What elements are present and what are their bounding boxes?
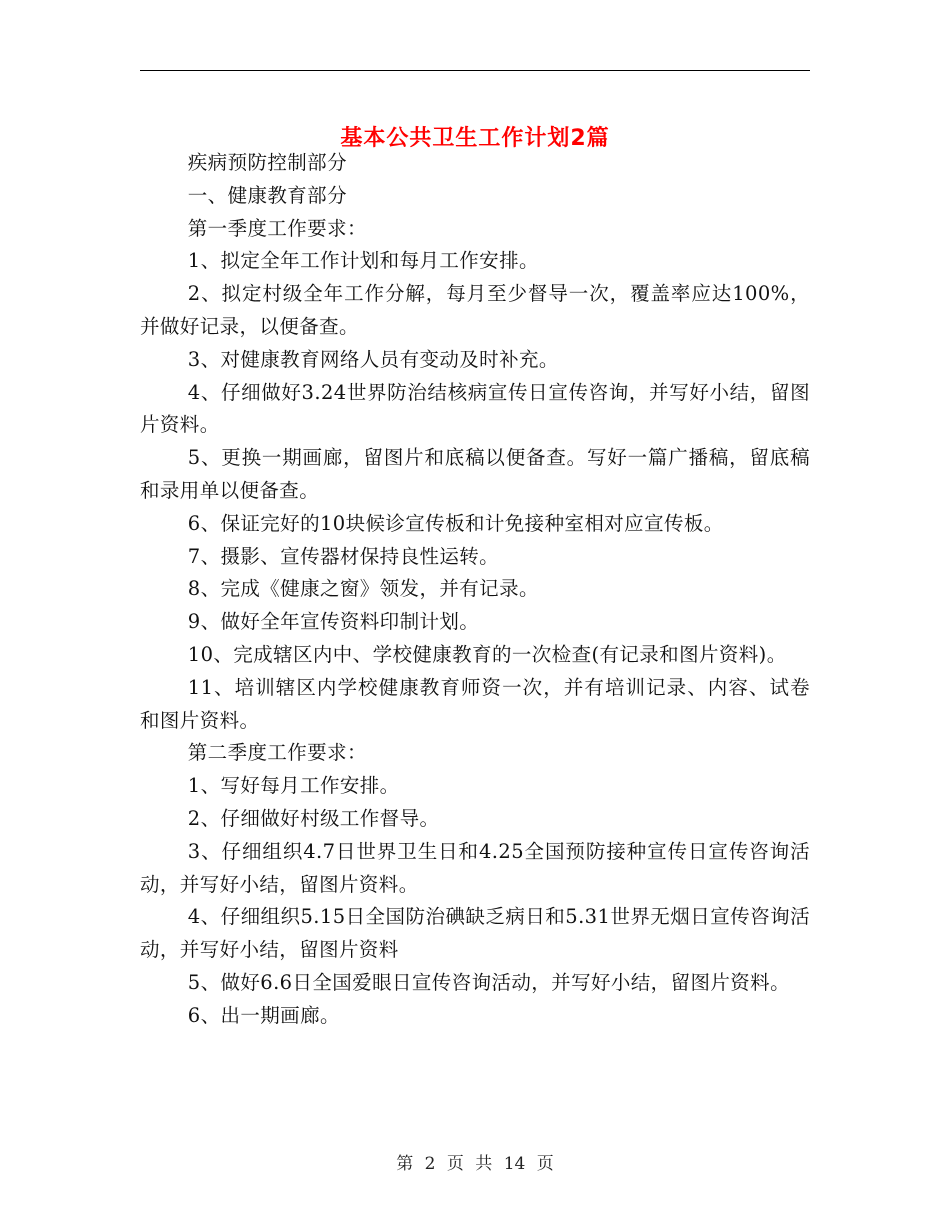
paragraph-q1-item-2: 2、拟定村级全年工作分解，每月至少督导一次，覆盖率应达100%，并做好记录，以便备查。 (140, 282, 810, 338)
paragraph-q2-item-1: 1、写好每月工作安排。 (187, 774, 400, 798)
paragraph-q1-heading: 第一季度工作要求： (187, 216, 367, 240)
paragraph-q2-item-4: 4、仔细组织5.15日全国防治碘缺乏病日和5.31世界无烟日宣传咨询活动，并写好小结，留图片资料 (140, 905, 810, 962)
paragraph-q1-item-9: 9、做好全年宣传资料印制计划。 (187, 610, 480, 634)
paragraph-q1-item-7: 7、摄影、宣传器材保持良性运转。 (187, 544, 500, 568)
header-rule (140, 70, 810, 71)
paragraph-q1-item-1: 1、拟定全年工作计划和每月工作安排。 (187, 249, 539, 273)
paragraph-q2-item-5: 5、做好6.6日全国爱眼日宣传咨询活动，并写好小结，留图片资料。 (187, 970, 790, 994)
paragraph-q2-item-3: 3、仔细组织4.7日世界卫生日和4.25全国预防接种宣传日宣传咨询活动，并写好小结，留图片资料。 (140, 839, 810, 896)
paragraph-part-heading: 一、健康教育部分 (187, 183, 347, 207)
paragraph-q1-item-8: 8、完成《健康之窗》领发，并有记录。 (187, 577, 539, 601)
paragraph-q1-item-6: 6、保证完好的10块候诊宣传板和计免接种室相对应宣传板。 (187, 511, 724, 535)
document-title: 基本公共卫生工作计划2篇 (340, 125, 610, 151)
paragraph-q1-item-11: 11、培训辖区内学校健康教育师资一次，并有培训记录、内容、试卷和图片资料。 (140, 675, 810, 732)
page-number-footer: 第 2 页 共 14 页 (396, 1154, 554, 1174)
paragraph-q1-item-5: 5、更换一期画廊，留图片和底稿以便备查。写好一篇广播稿，留底稿和录用单以便备查。 (140, 446, 810, 502)
paragraph-q1-item-4: 4、仔细做好3.24世界防治结核病宣传日宣传咨询，并写好小结，留图片资料。 (140, 380, 810, 437)
paragraph-q2-item-6: 6、出一期画廊。 (187, 1003, 340, 1027)
paragraph-section-heading: 疾病预防控制部分 (187, 151, 347, 174)
paragraph-q2-heading: 第二季度工作要求： (187, 741, 367, 765)
paragraph-q1-item-3: 3、对健康教育网络人员有变动及时补充。 (187, 347, 559, 371)
paragraph-q2-item-2: 2、仔细做好村级工作督导。 (187, 806, 440, 830)
paragraph-q1-item-10: 10、完成辖区内中、学校健康教育的一次检查(有记录和图片资料)。 (187, 642, 787, 666)
document-body (140, 147, 810, 1033)
